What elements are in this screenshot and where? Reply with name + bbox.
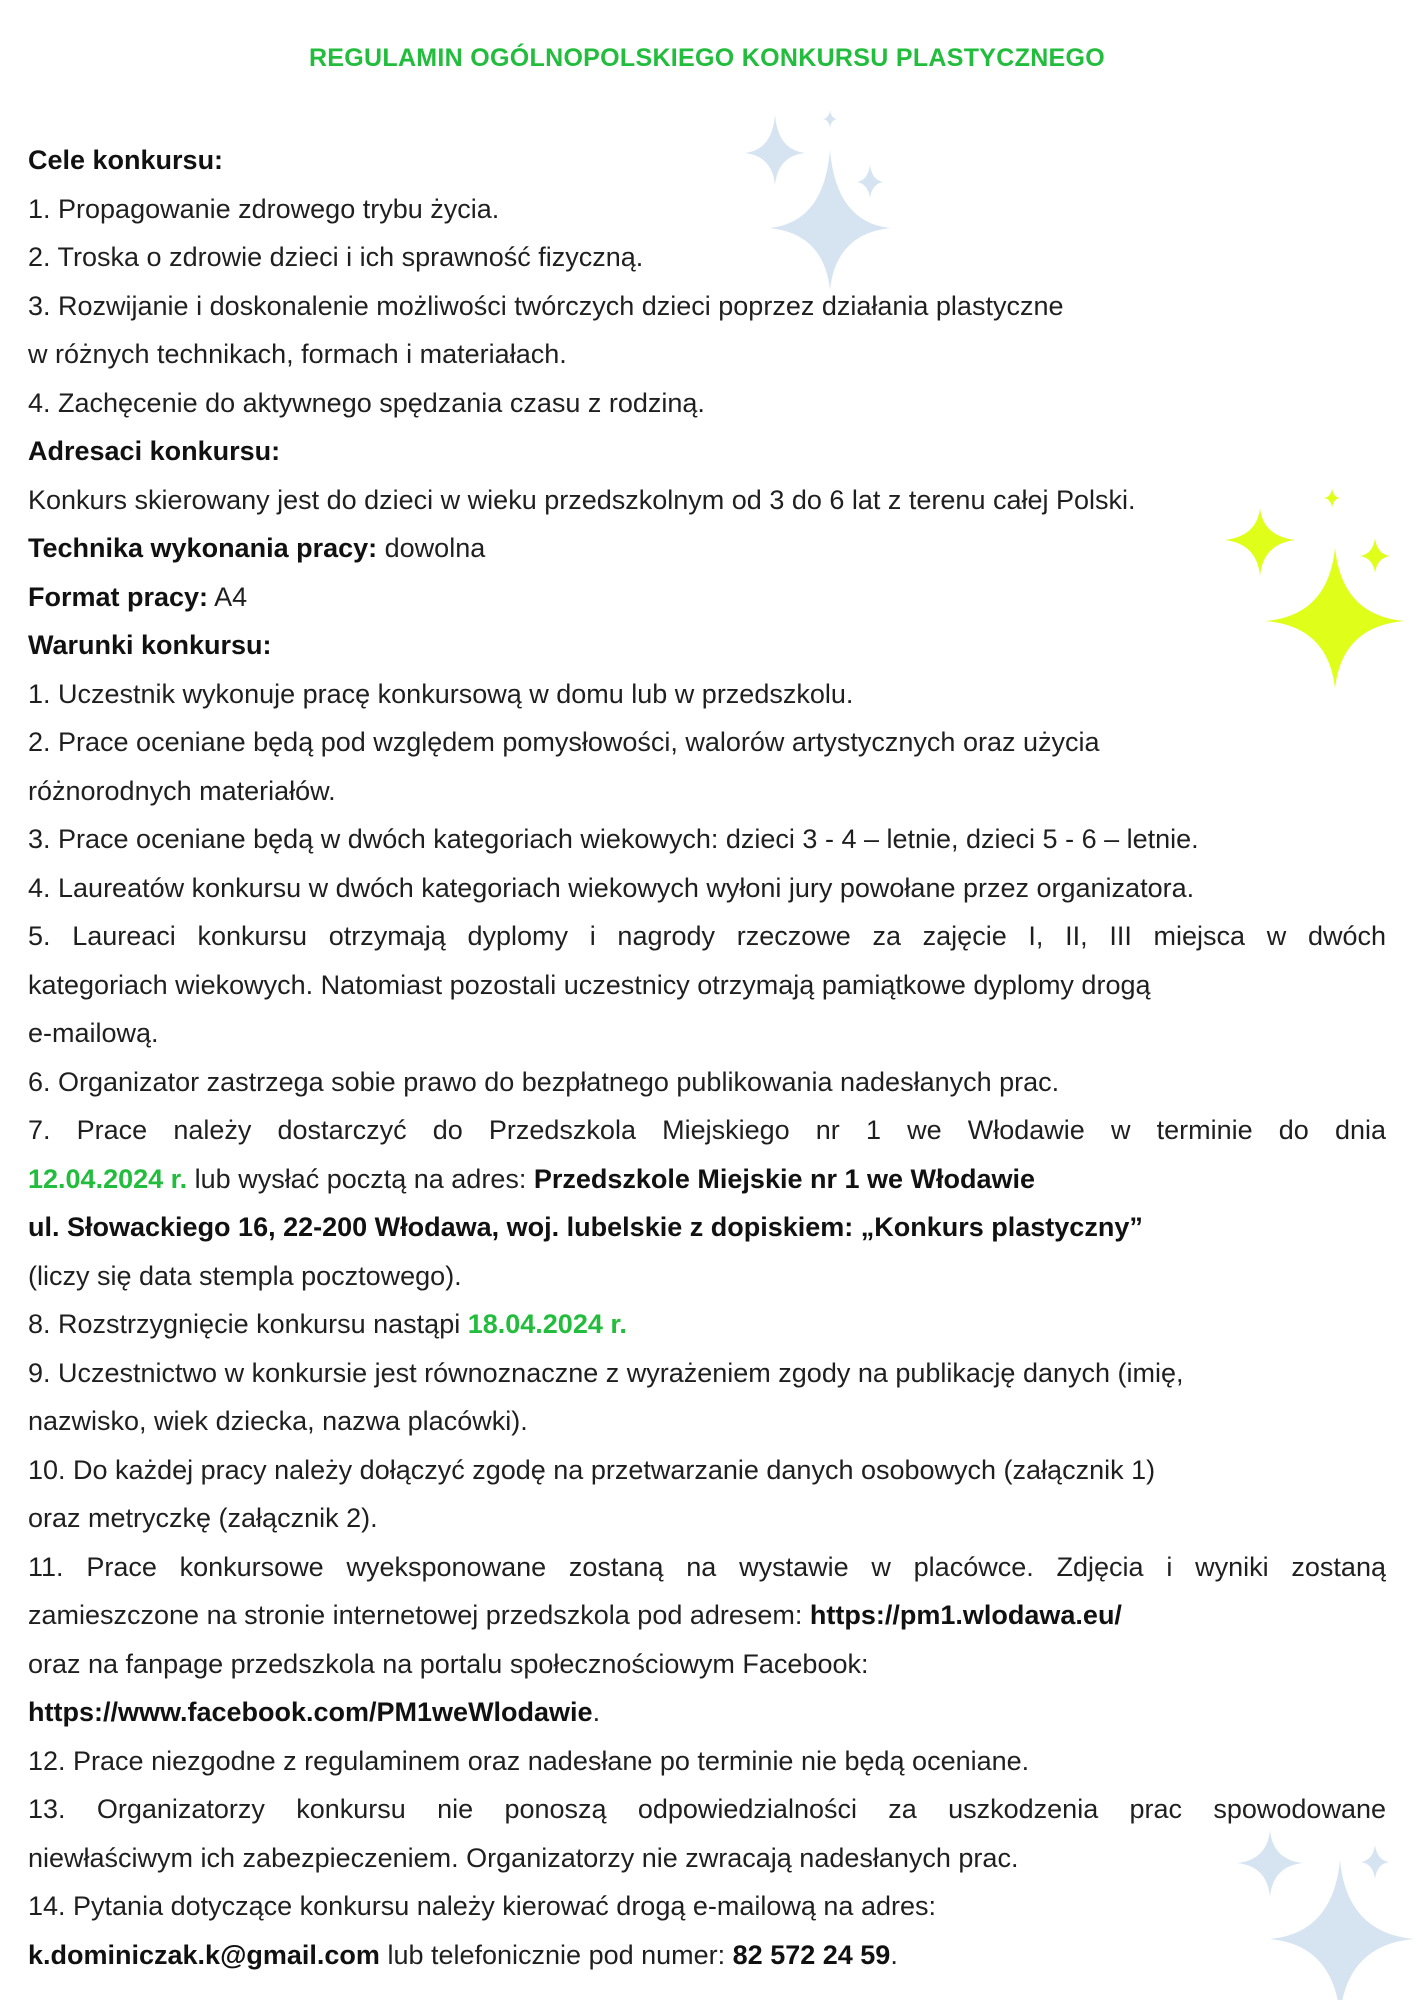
list-item: 11. Prace konkursowe wyeksponowane zostaną na wystawie w placówce. Zdjęcia i wyniki zostaną (28, 1551, 1386, 1582)
list-item: e-mailową. (28, 1018, 159, 1048)
contact-phone: 82 572 24 59 (732, 1939, 891, 1970)
list-item: 1. Propagowanie zdrowego trybu życia. (28, 193, 500, 224)
format-label: Format pracy: (28, 581, 209, 612)
list-item: 2. Prace oceniane będą pod względem pomysłowości, walorów artystycznych oraz użycia (28, 727, 1100, 757)
document-title: REGULAMIN OGÓLNOPOLSKIEGO KONKURSU PLASTYCZNEGO (308, 44, 1106, 72)
document-body (28, 136, 1386, 1979)
section-heading-warunki: Warunki konkursu: (28, 630, 272, 660)
list-item: 13. Organizatorzy konkursu nie ponoszą odpowiedzialności za uszkodzenia prac spowodowane (28, 1794, 1386, 1824)
list-item: 4. Laureatów konkursu w dwóch kategoriach wiekowych wyłoni jury powołane przez organizatora. (28, 872, 1195, 903)
format-value: A4 (208, 581, 248, 612)
section-heading-cele: Cele konkursu: (28, 145, 224, 175)
list-item: 5. Laureaci konkursu otrzymają dyplomy i nagrody rzeczowe za zajęcie I, II, III miejsca w dwóch (28, 921, 1386, 951)
list-item: oraz na fanpage przedszkola na portalu społecznościowym Facebook: (28, 1648, 869, 1679)
adresaci-text: Konkurs skierowany jest do dzieci w wieku przedszkolnym od 3 do 6 lat z terenu całej Polski. (28, 484, 1136, 515)
list-item: 2. Troska o zdrowie dzieci i ich sprawność fizyczną. (28, 242, 644, 272)
facebook-link[interactable]: https://www.facebook.com/PM1weWlodawie (28, 1697, 593, 1727)
technika-value: dowolna (377, 533, 486, 563)
section-heading-adresaci: Adresaci konkursu: (28, 436, 281, 466)
list-item: nazwisko, wiek dziecka, nazwa placówki). (28, 1406, 528, 1436)
website-link[interactable]: https://pm1.wlodawa.eu/ (809, 1600, 1122, 1630)
list-item: 8. Rozstrzygnięcie konkursu nastąpi 18.04.2024 r. (28, 1309, 627, 1339)
list-item (28, 1203, 1386, 1252)
list-item: 3. Rozwijanie i doskonalenie możliwości twórczych dzieci poprzez działania plastyczne (28, 290, 1064, 321)
list-item: oraz metryczkę (załącznik 2). (28, 1503, 378, 1533)
list-item: (liczy się data stempla pocztowego). (28, 1260, 462, 1291)
list-item: 9. Uczestnictwo w konkursie jest równoznaczne z wyrażeniem zgody na publikację danych (imię, (28, 1357, 1184, 1388)
list-item: zamieszczone na stronie internetowej przedszkola pod adresem: https://pm1.wlodawa.eu/ (28, 1600, 1122, 1630)
technika-line (28, 524, 1386, 573)
list-item: 7. Prace należy dostarczyć do Przedszkola Miejskiego nr 1 we Włodawie w terminie do dnia (28, 1115, 1386, 1145)
list-item: k.dominiczak.k@gmail.com lub telefonicznie pod numer: 82 572 24 59. (28, 1939, 898, 1970)
result-date: 18.04.2024 r. (467, 1309, 627, 1339)
list-item: 14. Pytania dotyczące konkursu należy kierować drogą e-mailową na adres: (28, 1891, 936, 1921)
list-item: niewłaściwym ich zabezpieczeniem. Organizatorzy nie zwracają nadesłanych prac. (28, 1842, 1019, 1873)
postal-address-line2: ul. Słowackiego 16, 22-200 Włodawa, woj. lubelskie z dopiskiem: „Konkurs plastyczny” (28, 1212, 1143, 1242)
list-item: w różnych technikach, formach i materiałach. (28, 339, 567, 369)
list-item: 4. Zachęcenie do aktywnego spędzania czasu z rodziną. (28, 387, 705, 418)
list-item: kategoriach wiekowych. Natomiast pozostali uczestnicy otrzymają pamiątkowe dyplomy drogą (28, 969, 1151, 1000)
sparkle-icon (823, 110, 837, 128)
list-item: 6. Organizator zastrzega sobie prawo do bezpłatnego publikowania nadesłanych prac. (28, 1066, 1060, 1097)
technika-label: Technika wykonania pracy: (28, 533, 378, 563)
list-item: 12. Prace niezgodne z regulaminem oraz nadesłane po terminie nie będą oceniane. (28, 1745, 1030, 1776)
list-item: 12.04.2024 r. lub wysłać pocztą na adres: Przedszkole Miejskie nr 1 we Włodawie (28, 1163, 1036, 1194)
contact-email[interactable]: k.dominiczak.k@gmail.com (28, 1939, 380, 1970)
list-item: https://www.facebook.com/PM1weWlodawie. (28, 1697, 601, 1727)
list-item: 1. Uczestnik wykonuje pracę konkursową w domu lub w przedszkolu. (28, 678, 854, 709)
list-item: różnorodnych materiałów. (28, 775, 336, 806)
list-item: 10. Do każdej pracy należy dołączyć zgodę na przetwarzanie danych osobowych (załącznik 1) (28, 1454, 1156, 1485)
deadline-date: 12.04.2024 r. (28, 1163, 188, 1194)
postal-address-line1: Przedszkole Miejskie nr 1 we Włodawie (533, 1163, 1036, 1194)
format-line (28, 573, 1386, 622)
list-item: 3. Prace oceniane będą w dwóch kategoriach wiekowych: dzieci 3 - 4 – letnie, dzieci 5 - 6 – letnie. (28, 824, 1199, 854)
